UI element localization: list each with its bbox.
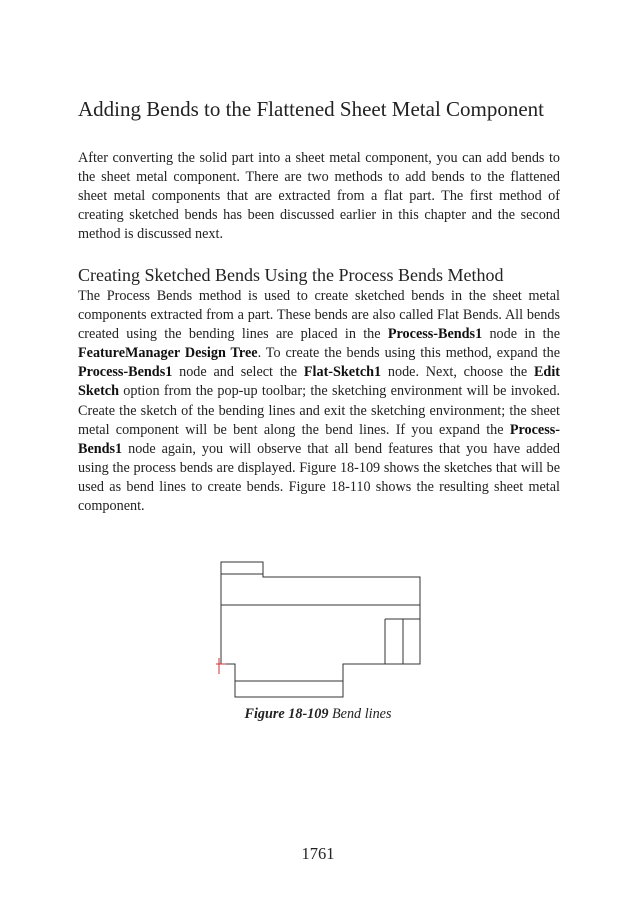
bold-term: Flat-Sketch1 (303, 364, 382, 381)
figure-label: Figure 18-109 (244, 706, 329, 722)
bold-term: Process-Bends1 (387, 326, 483, 343)
page-number: 1761 (301, 844, 335, 863)
text-run: The Process Bends method is used to create sketched bends in the sheet metal components extracted from a part. These bends are also called Flat Bends. All bends created using the bending lines are placed in the (78, 288, 560, 343)
bold-term: FeatureManager Design Tree (78, 345, 258, 362)
section-heading: Adding Bends to the Flattened Sheet Metal Component (78, 97, 545, 121)
intro-paragraph: After converting the solid part into a sheet metal component, you can add bends to the sheet metal component. There are two methods to add bends to the flattened sheet metal components that are extracted from a flat part. The first method of creating sketched bends has been discussed earlier in this chapter and the second method is discussed next. (78, 150, 560, 243)
sheet-outline (221, 562, 420, 697)
process-bends-paragraph (78, 287, 560, 516)
bold-term: Process-Bends1 (78, 421, 560, 457)
text-run: node in the (482, 326, 560, 343)
text-run: node. Next, choose the (381, 364, 534, 381)
bold-term: Edit Sketch (78, 364, 560, 400)
subsection-heading: Creating Sketched Bends Using the Process Bends Method (78, 265, 504, 285)
bold-term: Process-Bends1 (78, 364, 173, 381)
text-run: node again, you will observe that all bend features that you have added using the process bends are displayed. Figure 18-109 shows the sketches that will be used as bend lines to create bends. Figure 18-110 shows the resulting sheet metal component. (78, 440, 560, 515)
text-run: node and select the (172, 364, 304, 381)
bend-lines-figure (210, 557, 430, 702)
figure-caption (0, 706, 636, 723)
figure-title: Bend lines (328, 706, 392, 722)
text-run: . To create the bends using this method, expand the (257, 345, 560, 362)
text-run: option from the pop-up toolbar; the sketching environment will be invoked. Create the sketch of the bending lines and exit the sketching environment; the sheet metal component will be bent along the bend lines. If you expand the (78, 383, 560, 438)
